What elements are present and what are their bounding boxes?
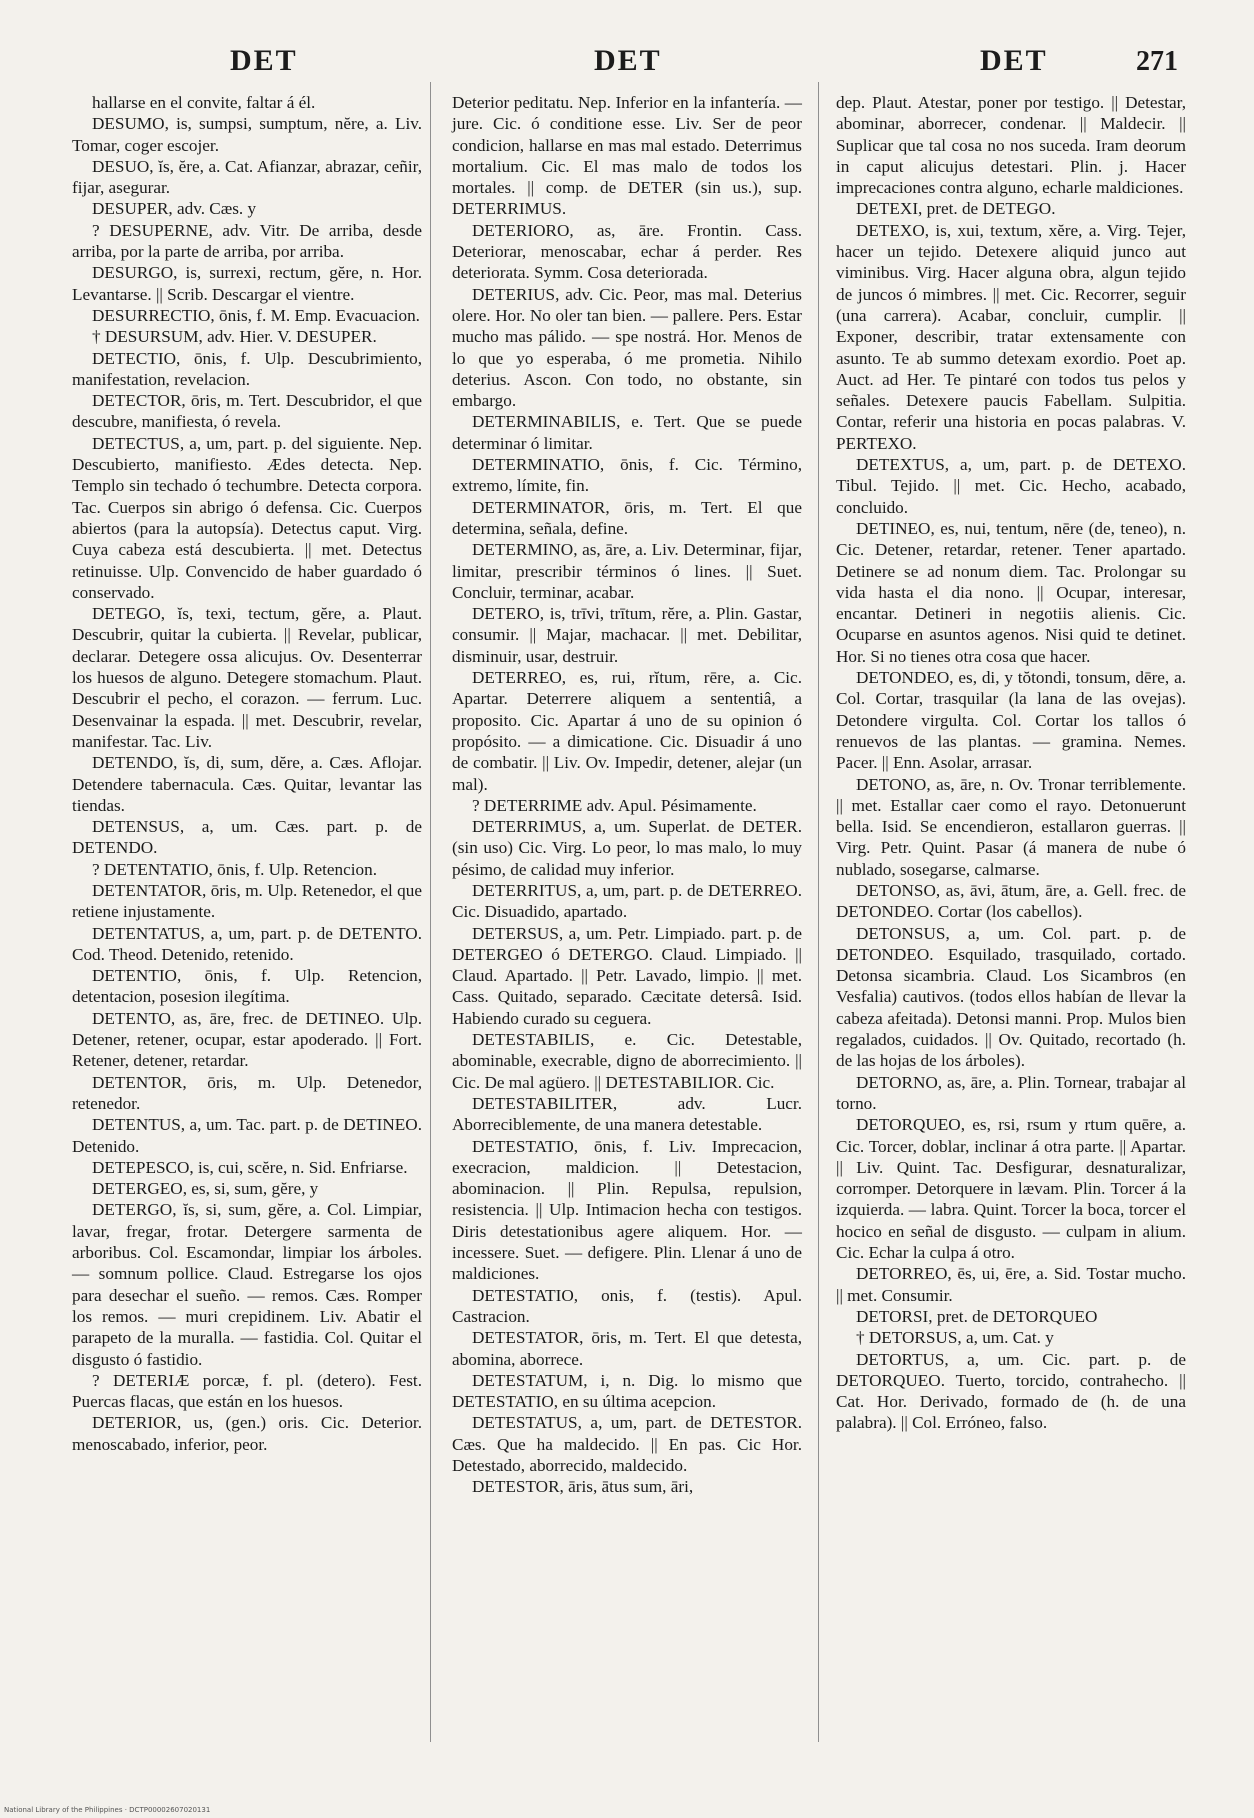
dictionary-entry: DETERGO, ĭs, si, sum, gĕre, a. Col. Limpiar, lavar, fregar, frotar. Detergere sarmenta de arboribus. Col. Escamondar, limpiar los árboles. — somnum pollice. Claud. Estregarse los ojos para desechar el sueño. — remos. Cæs. Romper los remos. — muri crepidinem. Liv. Abatir el parapeto de la muralla. — fastidia. Col. Quitar el disgusto ó fastidio. bbox=[72, 1200, 422, 1369]
dictionary-entry: DETERMINATOR, ōris, m. Tert. El que determina, señala, define. bbox=[452, 497, 802, 538]
dictionary-entry: DETORNO, as, āre, a. Plin. Tornear, trabajar al torno. bbox=[836, 1072, 1186, 1113]
page-number: 271 bbox=[1136, 46, 1178, 77]
dictionary-entry: DETERMINO, as, āre, a. Liv. Determinar, fijar, limitar, prescribir términos ó lines. || Suet. Concluir, terminar, acabar. bbox=[452, 540, 802, 602]
dictionary-entry: DETEXO, is, xui, textum, xĕre, a. Virg. Tejer, hacer un tejido. Detexere aliquid junco aut viminibus. Virg. Hacer alguna obra, algun tejido de juncos ó mimbres. || met. Cic. Recorrer, seguir (una carrera). Acabar, concluir, cumplir. || Exponer, describir, tratar extensamente con asunto. Te ab summo detexam exordio. Poet ap. Auct. ad Her. Te pintaré con todos tus pelos y señales. Detexere paucis Fabellam. Sulpitia. Contar, referir una historia en pocas palabras. V. PERTEXO. bbox=[836, 220, 1186, 453]
dictionary-entry: DESURGO, is, surrexi, rectum, gĕre, n. Hor. Levantarse. || Scrib. Descargar el vientre. bbox=[72, 263, 422, 304]
dictionary-entry: DETECTIO, ōnis, f. Ulp. Descubrimiento, manifestation, revelacion. bbox=[72, 348, 422, 389]
dictionary-entry: DETESTATUM, i, n. Dig. lo mismo que DETESTATIO, en su última acepcion. bbox=[452, 1370, 802, 1412]
running-head-left: DET bbox=[230, 44, 298, 77]
dictionary-entry: DESUO, ĭs, ĕre, a. Cat. Afianzar, abrazar, ceñir, fijar, asegurar. bbox=[72, 156, 422, 198]
dictionary-entry: DETORQUEO, es, rsi, rsum y rtum quēre, a. Cic. Torcer, doblar, inclinar á otra parte. || Apartar. || Liv. Quint. Tac. Desfigurar, desnaturalizar, corromper. Detorquere in lævam. Plin. Torcer á la izquierda. — labra. Quint. Torcer la boca, torcer el hocico en señal de disgusto. — culpam in alium. Cic. Echar la culpa á otro. bbox=[836, 1115, 1186, 1263]
dictionary-entry: DETORTUS, a, um. Cic. part. p. de DETORQUEO. Tuerto, torcido, contrahecho. || Cat. Hor. Derivado, formado de (h. de una palabra). || Col. Erróneo, falso. bbox=[836, 1349, 1186, 1433]
dictionary-entry: DETERMINABILIS, e. Tert. Que se puede determinar ó limitar. bbox=[452, 412, 802, 453]
dictionary-entry: DETERO, is, trīvi, trītum, rĕre, a. Plin. Gastar, consumir. || Majar, machacar. || met. Debilitar, disminuir, usar, destruir. bbox=[452, 604, 802, 666]
dictionary-entry: DETESTATUS, a, um, part. de DETESTOR. Cæs. Que ha maldecido. || En pas. Cic Hor. Detestado, aborrecido, maldecido. bbox=[452, 1413, 802, 1475]
dictionary-entry: DETENTIO, ōnis, f. Ulp. Retencion, detentacion, posesion ilegítima. bbox=[72, 966, 422, 1007]
dictionary-entry: DETENTO, as, āre, frec. de DETINEO. Ulp. Detener, retener, ocupar, estar apoderado. || Fort. Retener, detener, retardar. bbox=[72, 1008, 422, 1071]
dictionary-entry: DETESTATIO, onis, f. (testis). Apul. Castracion. bbox=[452, 1285, 802, 1326]
dictionary-entry: DETENSUS, a, um. Cæs. part. p. de DETENDO. bbox=[72, 817, 422, 858]
dictionary-entry: DETERMINATIO, ōnis, f. Cic. Término, extremo, límite, fin. bbox=[452, 455, 802, 496]
dictionary-entry: † DETORSUS, a, um. Cat. y bbox=[856, 1328, 1054, 1348]
dictionary-entry: DETECTUS, a, um, part. p. del siguiente. Nep. Descubierto, manifiesto. Ædes detecta. Nep. Templo sin techado ó techumbre. Detecta corpora. Tac. Cuerpos sin abrigo ó defensa. Cic. Cuerpos abiertos (para la autopsía). Detectus caput. Virg. Cuya cabeza está descubierta. || met. Detectus retinuisse. Ulp. Convencido de haber guardado ó conservado. bbox=[72, 433, 422, 602]
dictionary-entry: DETONO, as, āre, n. Ov. Tronar terriblemente. || met. Estallar caer como el rayo. Detonuerunt bella. Isid. Se encendieron, estallaron guerras. || Virg. Petr. Quint. Pasar (á manera de nube ó nublado, sosegarse, calmarse. bbox=[836, 774, 1186, 879]
dictionary-entry: DETESTABILITER, adv. Lucr. Aborreciblemente, de una manera detestable. bbox=[452, 1093, 802, 1135]
dictionary-entry: ? DETENTATIO, ōnis, f. Ulp. Retencion. bbox=[92, 859, 378, 879]
dictionary-entry: DETESTABILIS, e. Cic. Detestable, abominable, execrable, digno de aborrecimiento. || Cic. De mal agüero. || DETESTABILIOR. Cic. bbox=[452, 1030, 802, 1092]
dictionary-entry: DETONSO, as, āvi, ātum, āre, a. Gell. frec. de DETONDEO. Cortar (los cabellos). bbox=[836, 880, 1186, 922]
dictionary-entry: DETEGO, ĭs, texi, tectum, gĕre, a. Plaut. Descubrir, quitar la cubierta. || Revelar, publicar, declarar. Detegere ossa alicujus. Ov. Desenterrar los huesos de alguno. Detegere stomachum. Plaut. Descubrir el pecho, el corazon. — ferrum. Luc. Desenvainar la espada. || met. Descubrir, revelar, manifestar. Tac. Liv. bbox=[72, 604, 422, 751]
dictionary-entry: DETENTUS, a, um. Tac. part. p. de DETINEO. Detenido. bbox=[72, 1115, 422, 1156]
dictionary-entry: ? DESUPERNE, adv. Vitr. De arriba, desde arriba, por la parte de arriba, por arriba. bbox=[72, 220, 422, 262]
dictionary-entry: DETEXI, pret. de DETEGO. bbox=[856, 199, 1056, 219]
dictionary-entry: DETERRITUS, a, um, part. p. de DETERREO. Cic. Disuadido, apartado. bbox=[452, 880, 802, 922]
dictionary-entry: DETEXTUS, a, um, part. p. de DETEXO. Tibul. Tejido. || met. Cic. Hecho, acabado, concluido. bbox=[836, 455, 1186, 517]
dictionary-entry: DETENTOR, ōris, m. Ulp. Detenedor, retenedor. bbox=[72, 1072, 422, 1113]
dictionary-entry: DETINEO, es, nui, tentum, nēre (de, teneo), n. Cic. Detener, retardar, retener. Tener apartado. Detinere se ad nonum diem. Tac. Prolongar su vida hasta el dia nono. || Ocupar, interesar, encantar. Detineri in negotiis alienis. Cic. Ocuparse en asuntos agenos. Nisi quid te detinet. Hor. Si no tienes otra cosa que hacer. bbox=[836, 518, 1186, 666]
column-middle bbox=[452, 92, 802, 1498]
dictionary-entry: DESUMO, is, sumpsi, sumptum, nĕre, a. Liv. Tomar, coger escojer. bbox=[72, 114, 422, 155]
dictionary-entry: hallarse en el convite, faltar á él. bbox=[92, 93, 316, 112]
dictionary-entry: Deterior peditatu. Nep. Inferior en la infantería. — jure. Cic. ó conditione esse. Liv. Ser de peor condicion, hallarse en mas mal estado. Deterrimus mortalium. Cic. El mas malo de todos los mortales. || comp. de DETER (sin us.), sup. DETERRIMUS. bbox=[452, 93, 802, 219]
dictionary-entry: DETEPESCO, is, cui, scĕre, n. Sid. Enfriarse. bbox=[92, 1157, 408, 1177]
dictionary-entry: DETERSUS, a, um. Petr. Limpiado. part. p. de DETERGEO ó DETERGO. Claud. Limpiado. || Claud. Apartado. || Petr. Lavado, limpio. || met. Cass. Quitado, separado. Cæcitate detersâ. Isid. Habiendo curado su ceguera. bbox=[452, 923, 802, 1028]
dictionary-entry: DETERGEO, es, si, sum, gĕre, y bbox=[92, 1179, 319, 1199]
dictionary-entry: DETENTATUS, a, um, part. p. de DETENTO. Cod. Theod. Detenido, retenido. bbox=[72, 923, 422, 964]
dictionary-entry: dep. Plaut. Atestar, poner por testigo. || Detestar, abominar, aborrecer, condenar. || Maldecir. || Suplicar que tal cosa no nos suceda. Iram deorum in caput alicujus detestari. Plin. j. Hacer imprecaciones contra alguno, echarle maldiciones. bbox=[836, 93, 1186, 198]
dictionary-entry: † DESURSUM, adv. Hier. V. DESUPER. bbox=[92, 327, 377, 347]
dictionary-entry: DESURRECTIO, ōnis, f. M. Emp. Evacuacion. bbox=[92, 305, 420, 325]
dictionary-entry: DETESTATOR, ōris, m. Tert. El que detesta, abomina, aborrece. bbox=[452, 1328, 802, 1369]
scan-footer: National Library of the Philippines · DCTP00002607020131 bbox=[4, 1806, 211, 1814]
column-right bbox=[836, 92, 1186, 1434]
column-left bbox=[72, 92, 422, 1455]
dictionary-entry: DESUPER, adv. Cæs. y bbox=[92, 199, 257, 219]
running-head-center: DET bbox=[594, 44, 662, 77]
dictionary-entry: DETERIOR, us, (gen.) oris. Cic. Deterior. menoscabado, inferior, peor. bbox=[72, 1413, 422, 1454]
dictionary-entry: DETERRIMUS, a, um. Superlat. de DETER. (sin uso) Cic. Virg. Lo peor, lo mas malo, lo muy pésimo, de calidad muy inferior. bbox=[452, 817, 802, 879]
dictionary-entry: DETORSI, pret. de DETORQUEO bbox=[856, 1306, 1098, 1326]
column-divider-2 bbox=[818, 82, 819, 1742]
running-head-right: DET bbox=[980, 44, 1048, 77]
column-divider-1 bbox=[430, 82, 431, 1742]
dictionary-entry: DETERIUS, adv. Cic. Peor, mas mal. Deterius olere. Hor. No oler tan bien. — pallere. Pers. Estar mucho mas pálido. — spe nostrá. Hor. Menos de lo que yo esperaba, ó me prometia. Nihilo deterius. Ascon. Con todo, no obstante, sin embargo. bbox=[452, 284, 802, 411]
dictionary-entry: DETERIORO, as, āre. Frontin. Cass. Deteriorar, menoscabar, echar á perder. Res deteriorata. Symm. Cosa deteriorada. bbox=[452, 220, 802, 283]
dictionary-entry: DETECTOR, ōris, m. Tert. Descubridor, el que descubre, manifiesta, ó revela. bbox=[72, 391, 422, 432]
dictionary-entry: DETORREO, ēs, ui, ēre, a. Sid. Tostar mucho. || met. Consumir. bbox=[836, 1264, 1186, 1305]
dictionary-entry: DETENDO, ĭs, di, sum, dĕre, a. Cæs. Aflojar. Detendere tabernacula. Cæs. Quitar, levantar las tiendas. bbox=[72, 753, 422, 815]
dictionary-entry: DETONSUS, a, um. Col. part. p. de DETONDEO. Esquilado, trasquilado, cortado. Detonsa sicambria. Claud. Los Sicambros (en Vesfalia) cautivos. (todos ellos habían de llevar la cabeza afeitada). Detonsi manni. Prop. Mulos bien regalados, cuidados. || Ov. Quitado, recortado (h. de las hojas de los árboles). bbox=[836, 923, 1186, 1071]
dictionary-entry: DETESTOR, āris, ātus sum, āri, bbox=[472, 1477, 694, 1497]
dictionary-entry: DETESTATIO, ōnis, f. Liv. Imprecacion, execracion, maldicion. || Detestacion, abominacion. || Plin. Repulsa, repulsion, resistencia. || Ulp. Intimacion hecha con testigos. Diris detestationibus agere aliquem. Hor. — incessere. Suet. — defigere. Plin. Llenar á uno de maldiciones. bbox=[452, 1136, 802, 1284]
dictionary-entry: DETERREO, es, rui, rĭtum, rēre, a. Cic. Apartar. Deterrere aliquem a sententiâ, a proposito. Cic. Apartar á uno de su opinion ó propósito. — a dimicatione. Cic. Disuadir á uno de combatir. || Liv. Ov. Impedir, detener, alejar (un mal). bbox=[452, 668, 802, 794]
dictionary-entry: DETENTATOR, ōris, m. Ulp. Retenedor, el que retiene injustamente. bbox=[72, 880, 422, 922]
dictionary-entry: DETONDEO, es, di, y tŏtondi, tonsum, dēre, a. Col. Cortar, trasquilar (la lana de las ovejas). Detondere virgulta. Col. Cortar los tallos ó renuevos de las plantas. — gramina. Nemes. Pacer. || Enn. Asolar, arrasar. bbox=[836, 668, 1186, 773]
dictionary-entry: ? DETERRIME adv. Apul. Pésimamente. bbox=[472, 795, 757, 815]
dictionary-entry: ? DETERIÆ porcæ, f. pl. (detero). Fest. Puercas flacas, que están en los huesos. bbox=[72, 1370, 422, 1412]
